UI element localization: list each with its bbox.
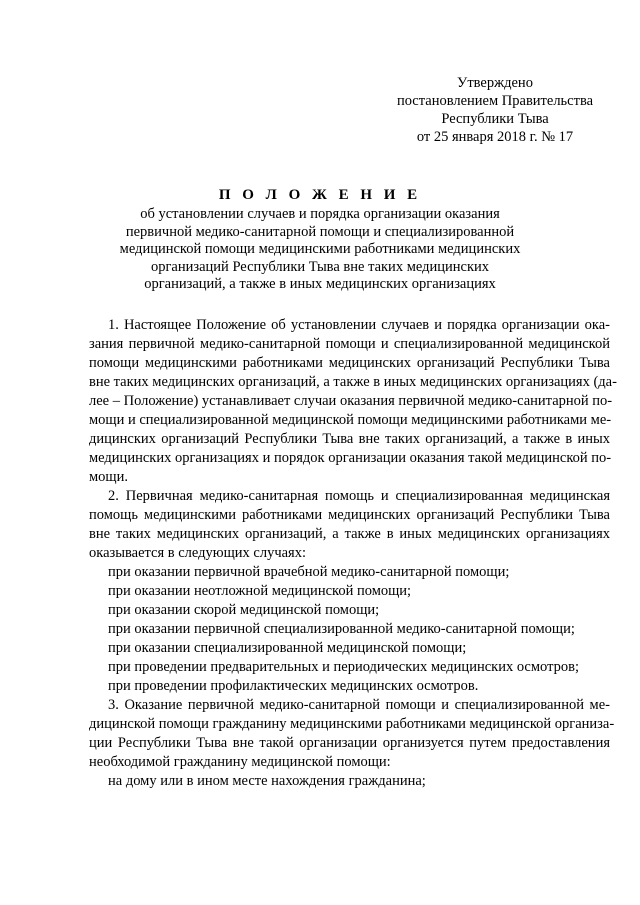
list-item: при проведении профилактических медицинских осмотров.: [108, 678, 479, 694]
approval-line: от 25 января 2018 г. № 17: [416, 129, 574, 145]
text-line: помощь медицинскими работниками медицинских организаций Республики Тыва: [89, 507, 610, 523]
document-subtitle: [90, 206, 550, 294]
paragraph-1: [89, 316, 617, 487]
list-item: при оказании скорой медицинской помощи;: [108, 602, 380, 618]
text-line: лее – Положение) устанавливает случаи оказания первичной медико-санитарной по-: [89, 393, 613, 409]
paragraph-2: [89, 487, 610, 563]
subtitle-line: медицинской помощи медицинскими работниками медицинских: [119, 241, 521, 257]
list-item: при оказании неотложной медицинской помощи;: [108, 583, 412, 599]
approval-line: Республики Тыва: [441, 111, 549, 127]
text-line: мощи и специализированной медицинской помощи медицинскими работниками ме-: [89, 412, 612, 428]
subtitle-line: первичной медико-санитарной помощи и специализированной: [125, 223, 515, 240]
paragraph-3: [89, 696, 615, 772]
text-line: дицинских организаций Республики Тыва вне таких организаций, а также в иных: [89, 431, 610, 447]
cases-list: [89, 563, 610, 696]
text-line: оказывается в следующих случаях:: [89, 545, 306, 561]
subtitle-line: организаций Республики Тыва вне таких медицинских: [150, 258, 490, 275]
approval-line: Утверждено: [457, 75, 533, 91]
text-line: необходимой гражданину медицинской помощи:: [89, 754, 391, 770]
text-line: ции Республики Тыва вне такой организации организуется путем предоставления: [89, 735, 610, 751]
text-line: дицинской помощи гражданину медицинскими работниками медицинской организа-: [89, 716, 615, 732]
list-item: при оказании первичной врачебной медико-санитарной помощи;: [108, 564, 510, 580]
approval-line: постановлением Правительства: [396, 93, 594, 109]
list-item: при проведении предварительных и периодических медицинских осмотров;: [108, 659, 579, 675]
text-line: 2. Первичная медико-санитарная помощь и специализированная медицинская: [108, 488, 610, 504]
text-line: 3. Оказание первичной медико-санитарной помощи и специализированной ме-: [108, 697, 610, 713]
list-item: на дому или в ином месте нахождения гражданина;: [108, 773, 426, 789]
text-line: зания первичной медико-санитарной помощи и специализированной медицинской: [89, 336, 610, 352]
list-item: при оказании первичной специализированной медико-санитарной помощи;: [108, 621, 575, 637]
subtitle-line: об установлении случаев и порядка организации оказания: [140, 206, 500, 222]
text-line: 1. Настоящее Положение об установлении случаев и порядка организации ока-: [108, 317, 610, 333]
document-body: [89, 316, 617, 791]
subtitle-line: организаций, а также в иных медицинских организациях: [144, 276, 496, 292]
list-item: при оказании специализированной медицинской помощи;: [108, 640, 467, 656]
text-line: помощи медицинскими работниками медицинских организаций Республики Тыва: [89, 355, 610, 371]
approval-block: [380, 74, 610, 146]
text-line: вне таких медицинских организаций, а также в иных медицинских организациях (да-: [89, 374, 617, 390]
document-title: П О Л О Ж Е Н И Е: [218, 187, 422, 203]
text-line: медицинских организациях и порядок организации оказания такой медицинской по-: [89, 450, 612, 466]
p3-items-list: [89, 772, 610, 791]
text-line: мощи.: [89, 469, 128, 485]
text-line: вне таких медицинских организаций, а также в иных медицинских организациях: [89, 526, 610, 542]
